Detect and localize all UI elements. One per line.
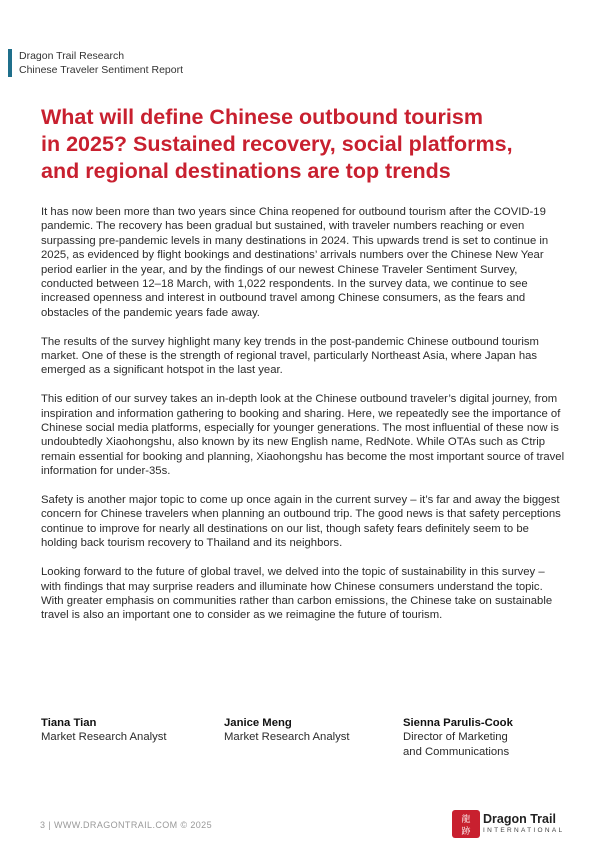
svg-text:跡: 跡 <box>461 827 471 837</box>
author-name: Janice Meng <box>224 717 292 729</box>
paragraph: This edition of our survey takes an in-depth look at the Chinese outbound traveler’s digital journey, from inspiration and information gathering to booking and sharing. Here, we repeatedly see the importance of Chinese social media platforms, especially for younger generations. The most influential of these now is undoubtedly Xiaohongshu, also known by its new English name, RedNote. While OTAs such as Ctrip remain essential for booking and planning, Xiaohongshu has become the most important source of travel information for under-35s. <box>41 393 565 478</box>
author-sienna-parulis-cook <box>403 716 513 759</box>
page-headline <box>41 104 561 185</box>
author-role: and Communications <box>403 745 510 758</box>
article-body <box>41 205 566 637</box>
dragon-trail-seal-icon <box>452 810 480 838</box>
report-header <box>8 49 183 77</box>
dragon-trail-logo <box>452 810 565 840</box>
author-name: Tiana Tian <box>41 717 97 729</box>
author-janice-meng <box>224 716 350 745</box>
headline-line: What will define Chinese outbound tourism <box>41 105 483 129</box>
author-role: Market Research Analyst <box>224 731 350 744</box>
header-org: Dragon Trail Research <box>19 50 125 62</box>
headline-line: and regional destinations are top trends <box>41 159 451 183</box>
paragraph: The results of the survey highlight many key trends in the post-pandemic Chinese outbound tourism market. One of these is the strength of regional travel, particularly Northeast Asia, where Japan has emerged as a significant hotspot in the last year. <box>41 335 539 377</box>
paragraph: It has now been more than two years since China reopened for outbound tourism after the COVID-19 pandemic. The recovery has been gradual but sustained, with traveler numbers reaching or even surpassing pre-pandemic levels in many destinations in 2024. This upwards trend is set to continue in 2025, as evidenced by flight bookings and destinations’ arrivals numbers over the Chinese New Year period earlier in the year, and by the findings of our newest Chinese Traveler Sentiment Survey, conducted between 12–18 March, with 1,022 respondents. In the survey data, we continue to see increased openness and interest in outbound travel among Chinese consumers, as the fears and obstacles of the pandemic years fade away. <box>41 206 549 319</box>
author-name: Sienna Parulis-Cook <box>403 717 513 729</box>
headline-line: in 2025? Sustained recovery, social platforms, <box>41 132 513 156</box>
header-report-title: Chinese Traveler Sentiment Report <box>19 64 183 76</box>
logo-name: Dragon Trail <box>483 812 556 826</box>
page-footer: 3 | WWW.DRAGONTRAIL.COM © 2025 <box>40 820 212 830</box>
paragraph: Safety is another major topic to come up once again in the current survey – it’s far and away the biggest concern for Chinese travelers when planning an outbound trip. The good news is that safety perceptions continue to improve for nearly all destinations on our list, though safety fears definitely seem to be holding back tourism recovery to Thailand and its neighbors. <box>41 494 561 550</box>
logo-subtitle: INTERNATIONAL <box>483 827 565 834</box>
author-role: Market Research Analyst <box>41 731 167 744</box>
paragraph: Looking forward to the future of global travel, we delved into the topic of sustainability in this survey – with findings that may surprise readers and illuminate how Chinese consumers understand the topic. With greater emphasis on communities rather than carbon emissions, the Chinese take on sustainable travel is also an important one to consider as we reimagine the future of tourism. <box>41 566 553 622</box>
svg-text:龍: 龍 <box>461 815 471 825</box>
author-role: Director of Marketing <box>403 731 508 744</box>
author-tiana-tian <box>41 716 167 745</box>
